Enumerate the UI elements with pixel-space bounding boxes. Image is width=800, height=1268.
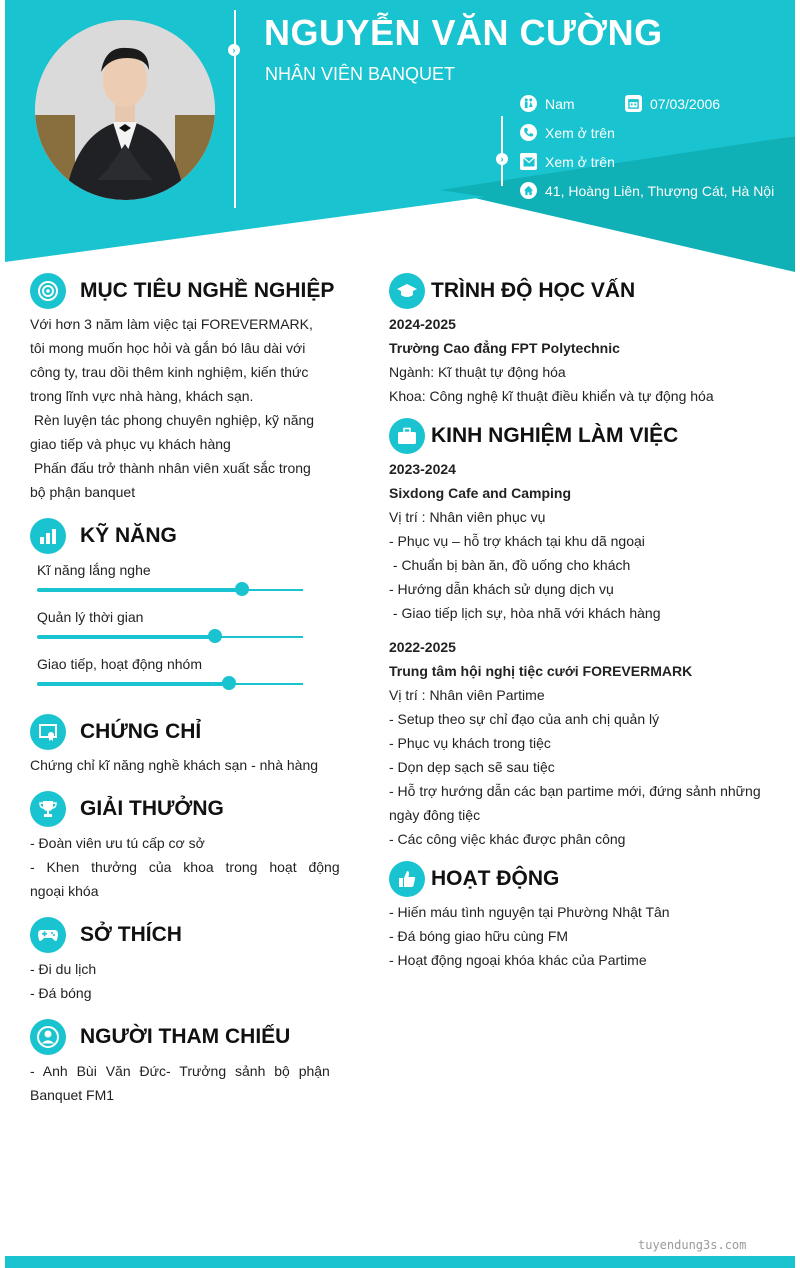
skill-level-knob [208, 629, 222, 643]
activity-line: - Hoạt động ngoại khóa khác của Partime [389, 952, 647, 968]
dob-value: 07/03/2006 [650, 95, 721, 112]
contact-divider-dot: › [496, 153, 508, 165]
job-period: 2023-2024 [389, 461, 456, 477]
job-company: Trung tâm hội nghị tiệc cưới FOREVERMARK [389, 663, 693, 679]
skill-fill [37, 682, 229, 686]
skills-title: KỸ NĂNG [80, 524, 177, 547]
objective-line: tôi mong muốn học hỏi và gắn bó lâu dài với [30, 340, 306, 356]
profile-photo [35, 20, 215, 200]
header-divider-dot: › [228, 44, 240, 56]
awards-text [30, 831, 340, 903]
trophy-icon [30, 791, 66, 827]
awards-section-title [30, 791, 224, 827]
hobbies-section-title [30, 917, 182, 953]
skill-label: Quản lý thời gian [37, 609, 144, 625]
objective-text [30, 312, 313, 504]
contact-divider-line [501, 116, 503, 186]
education-details [389, 312, 789, 408]
graduation-cap-icon [389, 273, 425, 309]
skill-fill [37, 635, 215, 639]
skill-fill [37, 588, 242, 592]
bar-chart-icon [30, 518, 66, 554]
skill-level-knob [222, 676, 236, 690]
job-line: - Phục vụ khách trong tiệc [389, 735, 551, 751]
skill-level-knob [235, 582, 249, 596]
address-row [520, 182, 774, 199]
skills-section-title [30, 518, 177, 554]
education-title: TRÌNH ĐỘ HỌC VẤN [431, 279, 636, 302]
phone-icon [520, 124, 537, 141]
calendar-icon [625, 95, 642, 112]
award-line: - Đoàn viên ưu tú cấp cơ sở [30, 835, 205, 851]
job-line: - Hỗ trợ hướng dẫn các bạn partime mới, đứng sảnh những [389, 783, 761, 799]
reference-line: Banquet FM1 [30, 1087, 115, 1103]
user-circle-icon [30, 1019, 66, 1055]
watermark: tuyendung3s.com [638, 1238, 747, 1252]
hobby-line: - Đi du lịch [30, 961, 97, 977]
certificates-title: CHỨNG CHỈ [80, 720, 202, 743]
gender-row [520, 95, 575, 112]
certificates-section-title [30, 714, 201, 750]
references-section-title [30, 1019, 290, 1055]
gender-icon [520, 95, 537, 112]
thumbs-up-icon [389, 861, 425, 897]
address-value: 41, Hoàng Liên, Thượng Cát, Hà Nội [545, 182, 775, 199]
education-major: Ngành: Kĩ thuật tự động hóa [389, 364, 566, 380]
skill-label: Giao tiếp, hoạt động nhóm [37, 656, 203, 672]
activities-text [389, 900, 789, 972]
header-divider-line [234, 10, 236, 208]
job-line: Vị trí : Nhân viên Partime [389, 687, 545, 703]
job-line: - Giao tiếp lịch sự, hòa nhã với khách hàng [389, 605, 661, 621]
education-period: 2024-2025 [389, 316, 456, 332]
hobbies-text [30, 957, 313, 1005]
skill-label: Kĩ năng lắng nghe [37, 562, 151, 578]
email-row [520, 153, 615, 170]
job-line: ngày đông tiệc [389, 807, 481, 823]
dob-row [625, 95, 720, 112]
education-faculty: Khoa: Công nghệ kĩ thuật điều khiển và tự động hóa [389, 388, 714, 404]
certificate-icon [30, 714, 66, 750]
briefcase-icon [389, 418, 425, 454]
job-line: - Setup theo sự chỉ đạo của anh chị quản lý [389, 711, 660, 727]
job-title: NHÂN VIÊN BANQUET [265, 64, 456, 84]
references-title: NGƯỜI THAM CHIẾU [80, 1025, 291, 1048]
job-line: - Các công việc khác được phân công [389, 831, 626, 847]
experience-job-2 [389, 635, 789, 851]
objective-line: Phấn đấu trở thành nhân viên xuất sắc trong [30, 460, 311, 476]
hobbies-title: SỞ THÍCH [80, 923, 182, 946]
gender-value: Nam [545, 95, 575, 112]
experience-section-title [389, 418, 678, 454]
objective-line: công ty, trau dồi thêm kinh nghiệm, kiến thức [30, 364, 309, 380]
home-icon [520, 182, 537, 199]
objective-line: giao tiếp và phục vụ khách hàng [30, 436, 231, 452]
references-text [30, 1059, 330, 1107]
objective-line: Với hơn 3 năm làm việc tại FOREVERMARK, [30, 316, 313, 332]
activity-line: - Đá bóng giao hữu cùng FM [389, 928, 569, 944]
job-line: - Phục vụ – hỗ trợ khách tại khu dã ngoại [389, 533, 645, 549]
reference-line: - Anh Bùi Văn Đức- Trưởng sảnh bộ phận [30, 1063, 330, 1079]
email-value[interactable]: Xem ở trên [545, 153, 615, 170]
candidate-name: NGUYỄN VĂN CƯỜNG [264, 12, 663, 53]
activities-section-title [389, 861, 559, 897]
certificates-text [30, 753, 330, 777]
target-icon [30, 273, 66, 309]
award-line: ngoại khóa [30, 883, 99, 899]
activity-line: - Hiến máu tình nguyện tại Phường Nhật Tân [389, 904, 670, 920]
certificate-line: Chứng chỉ kĩ năng nghề khách sạn - nhà hàng [30, 757, 319, 773]
education-school: Trường Cao đẳng FPT Polytechnic [389, 340, 620, 356]
gamepad-icon [30, 917, 66, 953]
email-icon [520, 153, 537, 170]
job-period: 2022-2025 [389, 639, 456, 655]
phone-value[interactable]: Xem ở trên [545, 124, 615, 141]
education-section-title [389, 273, 635, 309]
objective-title: MỤC TIÊU NGHỀ NGHIỆP [80, 279, 335, 302]
award-line: - Khen thưởng của khoa trong hoạt động [30, 859, 340, 875]
objective-line: trong lĩnh vực nhà hàng, khách sạn. [30, 388, 254, 404]
job-company: Sixdong Cafe and Camping [389, 485, 572, 501]
experience-title: KINH NGHIỆM LÀM VIỆC [431, 424, 679, 447]
awards-title: GIẢI THƯỞNG [80, 797, 224, 820]
objective-section-title [30, 273, 334, 309]
experience-job-1 [389, 457, 789, 625]
activities-title: HOẠT ĐỘNG [431, 867, 560, 890]
footer-bar [5, 1256, 795, 1268]
job-line: Vị trí : Nhân viên phục vụ [389, 509, 546, 525]
hobby-line: - Đá bóng [30, 985, 92, 1001]
job-line: - Hướng dẫn khách sử dụng dịch vụ [389, 581, 614, 597]
objective-line: bộ phận banquet [30, 484, 136, 500]
phone-row [520, 124, 615, 141]
objective-line: Rèn luyện tác phong chuyên nghiệp, kỹ năng [30, 412, 315, 428]
job-line: - Dọn dẹp sạch sẽ sau tiệc [389, 759, 555, 775]
job-line: - Chuẩn bị bàn ăn, đồ uống cho khách [389, 557, 631, 573]
